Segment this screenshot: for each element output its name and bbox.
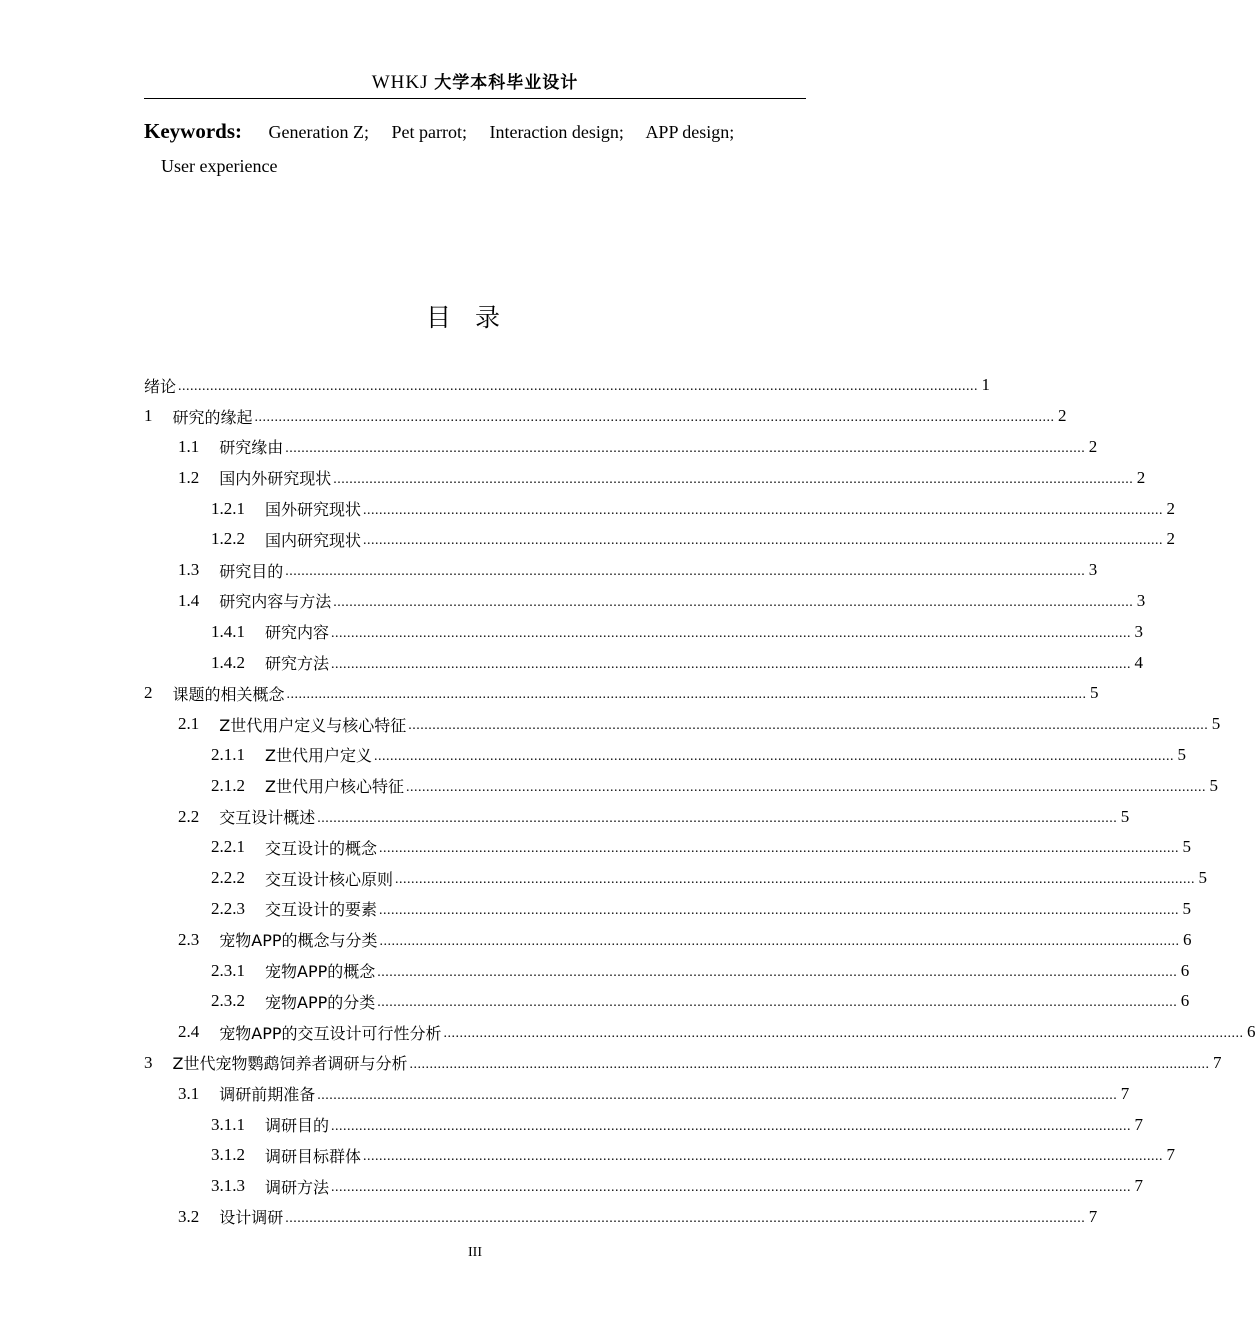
toc-entry[interactable] <box>144 462 1146 493</box>
toc-entry-title: 调研目的 <box>265 1116 330 1136</box>
toc-entry[interactable] <box>144 1048 1222 1079</box>
keyword-item: User experience <box>161 156 278 176</box>
toc-dot-leader: ........................................................................................................................................................................................................ <box>317 810 1118 826</box>
toc-dot-leader: ........................................................................................................................................................................................................ <box>331 1118 1132 1134</box>
toc-entry-number: 1.1 <box>178 436 200 456</box>
toc-entry-page: 5 <box>1198 868 1208 888</box>
toc-entry-number: 2.2 <box>178 806 200 826</box>
toc-entry[interactable] <box>144 1109 1144 1140</box>
toc-dot-leader: ........................................................................................................................................................................................................ <box>286 687 1087 703</box>
toc-entry-number: 2.1.1 <box>211 744 245 764</box>
keywords-section <box>144 114 806 183</box>
header-prefix: WHKJ <box>371 72 429 93</box>
toc-entry-page: 2 <box>1166 498 1176 518</box>
toc-entry[interactable] <box>144 986 1190 1017</box>
toc-entry-title: 设计调研 <box>219 1208 284 1228</box>
toc-entry-page: 7 <box>1134 1176 1144 1196</box>
toc-dot-leader: ........................................................................................................................................................................................................ <box>333 594 1134 610</box>
toc-entry-page: 6 <box>1180 991 1190 1011</box>
toc-dot-leader: ........................................................................................................................................................................................................ <box>443 1026 1244 1042</box>
toc-entry[interactable] <box>144 586 1146 617</box>
toc-entry-number: 3.1 <box>178 1083 200 1103</box>
toc-entry-page: 7 <box>1134 1114 1144 1134</box>
toc-entry-number: 2.1 <box>178 714 200 734</box>
toc-entry-title: 调研方法 <box>265 1177 330 1197</box>
toc-entry-title: Z世代用户定义 <box>265 746 372 766</box>
toc-entry-title: 宠物APP的分类 <box>265 992 376 1012</box>
toc-entry-number: 1.4.2 <box>211 652 245 672</box>
toc-entry-page: 2 <box>1058 406 1067 426</box>
toc-entry-title: 课题的相关概念 <box>172 684 285 704</box>
toc-entry-number: 1.2.1 <box>211 498 245 518</box>
toc-entry-page: 3 <box>1136 590 1146 610</box>
toc-entry-title: 研究内容 <box>265 623 330 643</box>
toc-entry-page: 5 <box>1120 806 1130 826</box>
toc-entry[interactable] <box>144 1202 1098 1233</box>
toc-dot-leader: ........................................................................................................................................................................................................ <box>285 440 1086 456</box>
toc-entry-title: 研究缘由 <box>219 438 284 458</box>
toc-entry-page: 3 <box>1088 560 1098 580</box>
toc-entry-page: 5 <box>1211 714 1221 734</box>
toc-entry-page: 7 <box>1166 1145 1176 1165</box>
toc-dot-leader: ........................................................................................................................................................................................................ <box>178 379 979 395</box>
toc-entry[interactable] <box>144 493 1176 524</box>
toc-entry-title: 交互设计核心原则 <box>265 869 394 889</box>
toc-entry-page: 1 <box>981 375 991 395</box>
toc-entry[interactable] <box>144 1078 1130 1109</box>
toc-entry-page: 5 <box>1090 683 1099 703</box>
toc-entry-title: 交互设计的概念 <box>265 838 378 858</box>
toc-dot-leader: ........................................................................................................................................................................................................ <box>377 964 1178 980</box>
toc-entry-title: 调研前期准备 <box>219 1085 316 1105</box>
toc-dot-leader: ........................................................................................................................................................................................................ <box>317 1087 1118 1103</box>
toc-entry-number: 3 <box>144 1052 153 1072</box>
toc-dot-leader: ........................................................................................................................................................................................................ <box>333 471 1134 487</box>
toc-entry[interactable] <box>144 709 1221 740</box>
toc-entry[interactable] <box>144 894 1192 925</box>
toc-entry-number: 1.4 <box>178 590 200 610</box>
toc-entry-title: 国外研究现状 <box>265 500 362 520</box>
keyword-item: Generation Z; <box>268 122 369 142</box>
toc-entry[interactable] <box>144 678 1099 709</box>
toc-entry-title: 国内研究现状 <box>265 530 362 550</box>
toc-dot-leader: ........................................................................................................................................................................................................ <box>379 933 1180 949</box>
toc-entry-title: 研究的缘起 <box>172 407 253 427</box>
toc-entry-page: 2 <box>1088 436 1098 456</box>
toc-dot-leader: ........................................................................................................................................................................................................ <box>379 841 1180 857</box>
toc-dot-leader: ........................................................................................................................................................................................................ <box>285 564 1086 580</box>
toc-entry-title: Z世代用户定义与核心特征 <box>219 715 407 735</box>
toc-entry-page: 2 <box>1166 529 1176 549</box>
toc-entry-number: 1.2 <box>178 467 200 487</box>
toc-entry-number: 1.3 <box>178 560 200 580</box>
toc-entry[interactable] <box>144 555 1098 586</box>
toc-entry-title: 研究目的 <box>219 561 284 581</box>
toc-entry-title: 调研目标群体 <box>265 1146 362 1166</box>
toc-entry-title: 交互设计的要素 <box>265 900 378 920</box>
toc-entry-number: 3.1.1 <box>211 1114 245 1134</box>
toc-entry-number: 1.2.2 <box>211 529 245 549</box>
toc-entry-number: 1.4.1 <box>211 621 245 641</box>
toc-dot-leader: ........................................................................................................................................................................................................ <box>331 1180 1132 1196</box>
toc-dot-leader: ........................................................................................................................................................................................................ <box>373 748 1174 764</box>
toc-dot-leader: ........................................................................................................................................................................................................ <box>379 902 1180 918</box>
toc-entry-title: 绪论 <box>144 376 177 396</box>
toc-entry-number: 1 <box>144 406 153 426</box>
toc-entry-number: 3.2 <box>178 1206 200 1226</box>
toc-dot-leader: ........................................................................................................................................................................................................ <box>363 502 1164 518</box>
toc-entry-title: 宠物APP的交互设计可行性分析 <box>219 1023 442 1043</box>
toc-entry-title: 宠物APP的概念 <box>265 962 376 982</box>
toc-dot-leader: ........................................................................................................................................................................................................ <box>408 718 1209 734</box>
toc-entry-page: 4 <box>1134 652 1144 672</box>
toc-dot-leader: ........................................................................................................................................................................................................ <box>395 872 1196 888</box>
table-of-contents <box>144 370 1256 1232</box>
page-header <box>144 68 806 98</box>
toc-entry-page: 7 <box>1088 1206 1098 1226</box>
toc-entry[interactable] <box>144 801 1130 832</box>
toc-entry[interactable] <box>144 370 991 401</box>
toc-entry-number: 3.1.2 <box>211 1145 245 1165</box>
toc-entry[interactable] <box>144 863 1208 894</box>
toc-entry-page: 6 <box>1183 929 1192 949</box>
toc-entry[interactable] <box>144 832 1192 863</box>
toc-entry[interactable] <box>144 1171 1144 1202</box>
toc-entry-number: 2.1.2 <box>211 775 245 795</box>
page-number: III <box>468 1245 482 1260</box>
toc-entry-number: 3.1.3 <box>211 1176 245 1196</box>
toc-entry-number: 2.4 <box>178 1022 200 1042</box>
toc-dot-leader: ........................................................................................................................................................................................................ <box>331 656 1132 672</box>
toc-entry-title: 研究内容与方法 <box>219 592 332 612</box>
toc-entry-number: 2.2.3 <box>211 898 245 918</box>
toc-entry-number: 2.3 <box>178 929 200 949</box>
toc-entry[interactable] <box>144 955 1190 986</box>
toc-entry-page: 3 <box>1134 621 1144 641</box>
header-rule <box>144 98 806 99</box>
toc-entry-title: Z世代用户核心特征 <box>265 777 404 797</box>
toc-entry-title: 研究方法 <box>265 654 330 674</box>
toc-entry-page: 6 <box>1180 960 1190 980</box>
toc-entry-page: 5 <box>1209 775 1218 795</box>
toc-entry[interactable] <box>144 647 1144 678</box>
toc-dot-leader: ........................................................................................................................................................................................................ <box>363 533 1164 549</box>
toc-entry[interactable] <box>144 1140 1176 1171</box>
toc-entry-page: 2 <box>1136 467 1146 487</box>
toc-entry-number: 2.3.2 <box>211 991 245 1011</box>
toc-entry-title: 宠物APP的概念与分类 <box>219 931 378 951</box>
toc-entry[interactable] <box>144 1017 1256 1048</box>
header-title: 大学本科毕业设计 <box>434 73 579 93</box>
toc-entry-number: 2 <box>144 683 153 703</box>
toc-entry-page: 5 <box>1182 898 1192 918</box>
toc-title: 目录 <box>425 303 524 332</box>
toc-dot-leader: ........................................................................................................................................................................................................ <box>331 625 1132 641</box>
toc-entry[interactable] <box>144 770 1218 801</box>
toc-entry[interactable] <box>144 432 1098 463</box>
toc-entry-title: Z世代宠物鹦鹉饲养者调研与分析 <box>172 1054 408 1074</box>
toc-dot-leader: ........................................................................................................................................................................................................ <box>285 1210 1086 1226</box>
toc-entry-page: 7 <box>1212 1052 1222 1072</box>
keyword-item: Interaction design; <box>489 122 624 142</box>
toc-entry[interactable] <box>144 401 1067 432</box>
toc-entry-page: 5 <box>1177 744 1186 764</box>
keyword-item: Pet parrot; <box>391 122 467 142</box>
keywords-label: Keywords: <box>144 119 242 143</box>
toc-entry-number: 2.2.1 <box>211 837 245 857</box>
toc-entry[interactable] <box>144 524 1176 555</box>
toc-dot-leader: ........................................................................................................................................................................................................ <box>409 1056 1210 1072</box>
toc-entry-title: 交互设计概述 <box>219 808 316 828</box>
toc-dot-leader: ........................................................................................................................................................................................................ <box>377 995 1178 1011</box>
keyword-item: APP design; <box>645 122 735 142</box>
toc-dot-leader: ........................................................................................................................................................................................................ <box>405 779 1206 795</box>
toc-entry-page: 7 <box>1120 1083 1130 1103</box>
toc-entry-title: 国内外研究现状 <box>219 469 332 489</box>
toc-dot-leader: ........................................................................................................................................................................................................ <box>254 410 1055 426</box>
toc-entry[interactable] <box>144 924 1192 955</box>
toc-entry-page: 6 <box>1247 1022 1256 1042</box>
toc-entry[interactable] <box>144 740 1186 771</box>
toc-dot-leader: ........................................................................................................................................................................................................ <box>363 1149 1164 1165</box>
toc-entry[interactable] <box>144 616 1144 647</box>
toc-entry-number: 2.3.1 <box>211 960 245 980</box>
toc-entry-page: 5 <box>1182 837 1192 857</box>
toc-entry-number: 2.2.2 <box>211 868 245 888</box>
